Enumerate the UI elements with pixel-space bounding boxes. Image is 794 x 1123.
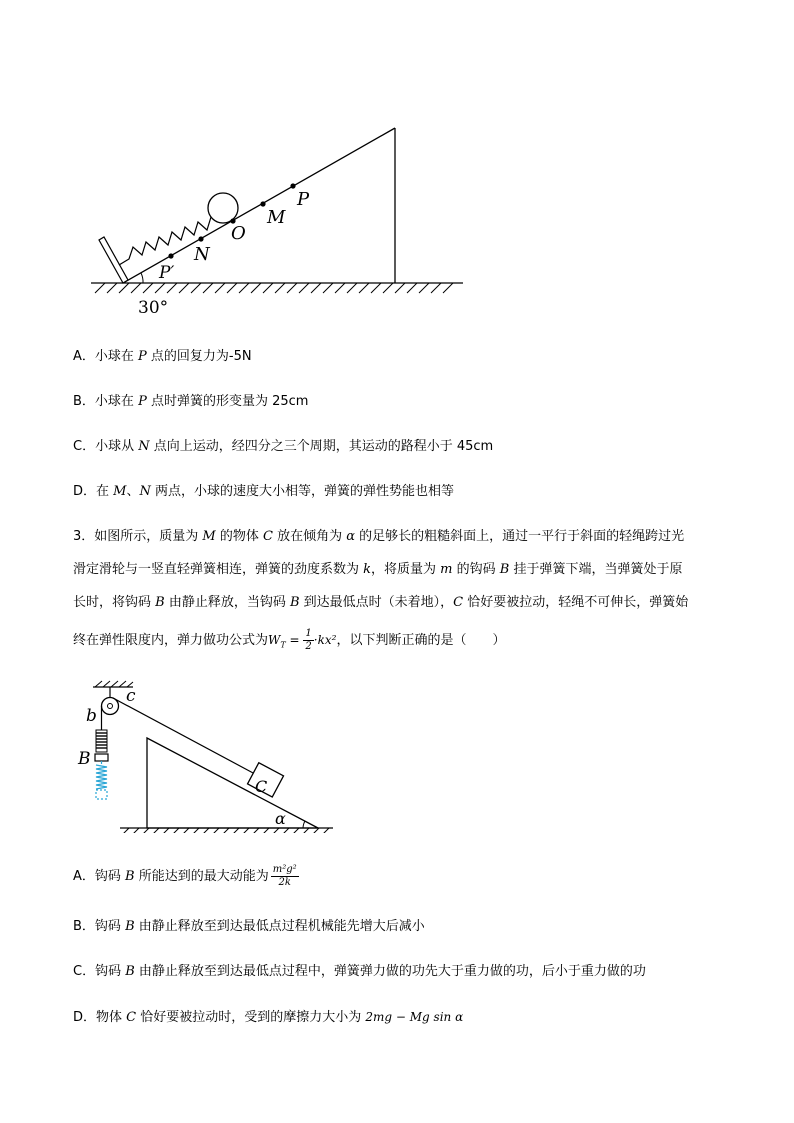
q3-option-c: C．钩码 B 由静止释放至到达最低点过程中，弹簧弹力做的功先大于重力做的功，后小于重力做的功	[73, 964, 646, 979]
q3-option-d: D．物体 C 恰好要被拉动时，受到的摩擦力大小为 2mg − Mg sin α	[73, 1010, 464, 1025]
q2-option-b: B．小球在 P 点时弹簧的形变量为 25cm	[73, 394, 309, 409]
label-P-prime: P′	[159, 263, 175, 283]
label-c: c	[126, 686, 136, 706]
figure-pulley-incline	[75, 678, 340, 833]
q3-stem-line3: 长时，将钩码 B 由静止释放，当钩码 B 到达最低点时（未着地），C 恰好要被拉动，轻绳不可伸长，弹簧始	[73, 595, 689, 610]
figure-incline-spring	[85, 120, 475, 325]
label-alpha: α	[275, 809, 286, 828]
q2-option-c: C．小球从 N 点向上运动，经四分之三个周期，其运动的路程小于 45cm	[73, 439, 494, 454]
q3-option-b: B．钩码 B 由静止释放至到达最低点过程机械能先增大后减小	[73, 919, 425, 934]
work-formula: $W_T$ =	[268, 633, 304, 650]
q3-stem-line4: 终在弹性限度内，弹力做功公式为$W_T$ = $\frac{1}{2}$ ·kx²，以下判断正确的是（ ）	[73, 628, 506, 652]
q3-option-a: A．钩码 B 所能达到的最大动能为 $\frac{\text{m²g²}}{2k}$	[73, 864, 297, 888]
q2-option-a: A．小球在 P 点的回复力为-5N	[73, 349, 252, 364]
label-O: O	[231, 223, 246, 244]
label-M: M	[267, 207, 286, 228]
label-b: b	[86, 706, 97, 726]
label-angle-30: 30°	[138, 298, 169, 318]
label-C: C	[255, 777, 268, 796]
label-B: B	[78, 749, 91, 769]
label-N: N	[194, 244, 210, 265]
label-P: P	[297, 189, 310, 210]
q2-option-d: D．在 M、N 两点，小球的速度大小相等，弹簧的弹性势能也相等	[73, 484, 454, 499]
q3-stem-line2: 滑定滑轮与一竖直轻弹簧相连，弹簧的劲度系数为 k，将质量为 m 的钩码 B 挂于弹簧下端，当弹簧处于原	[73, 562, 683, 577]
q3-stem-line1: 3．如图所示，质量为 M 的物体 C 放在倾角为 α 的足够长的粗糙斜面上，通过一平行于斜面的轻绳跨过光	[73, 529, 685, 544]
